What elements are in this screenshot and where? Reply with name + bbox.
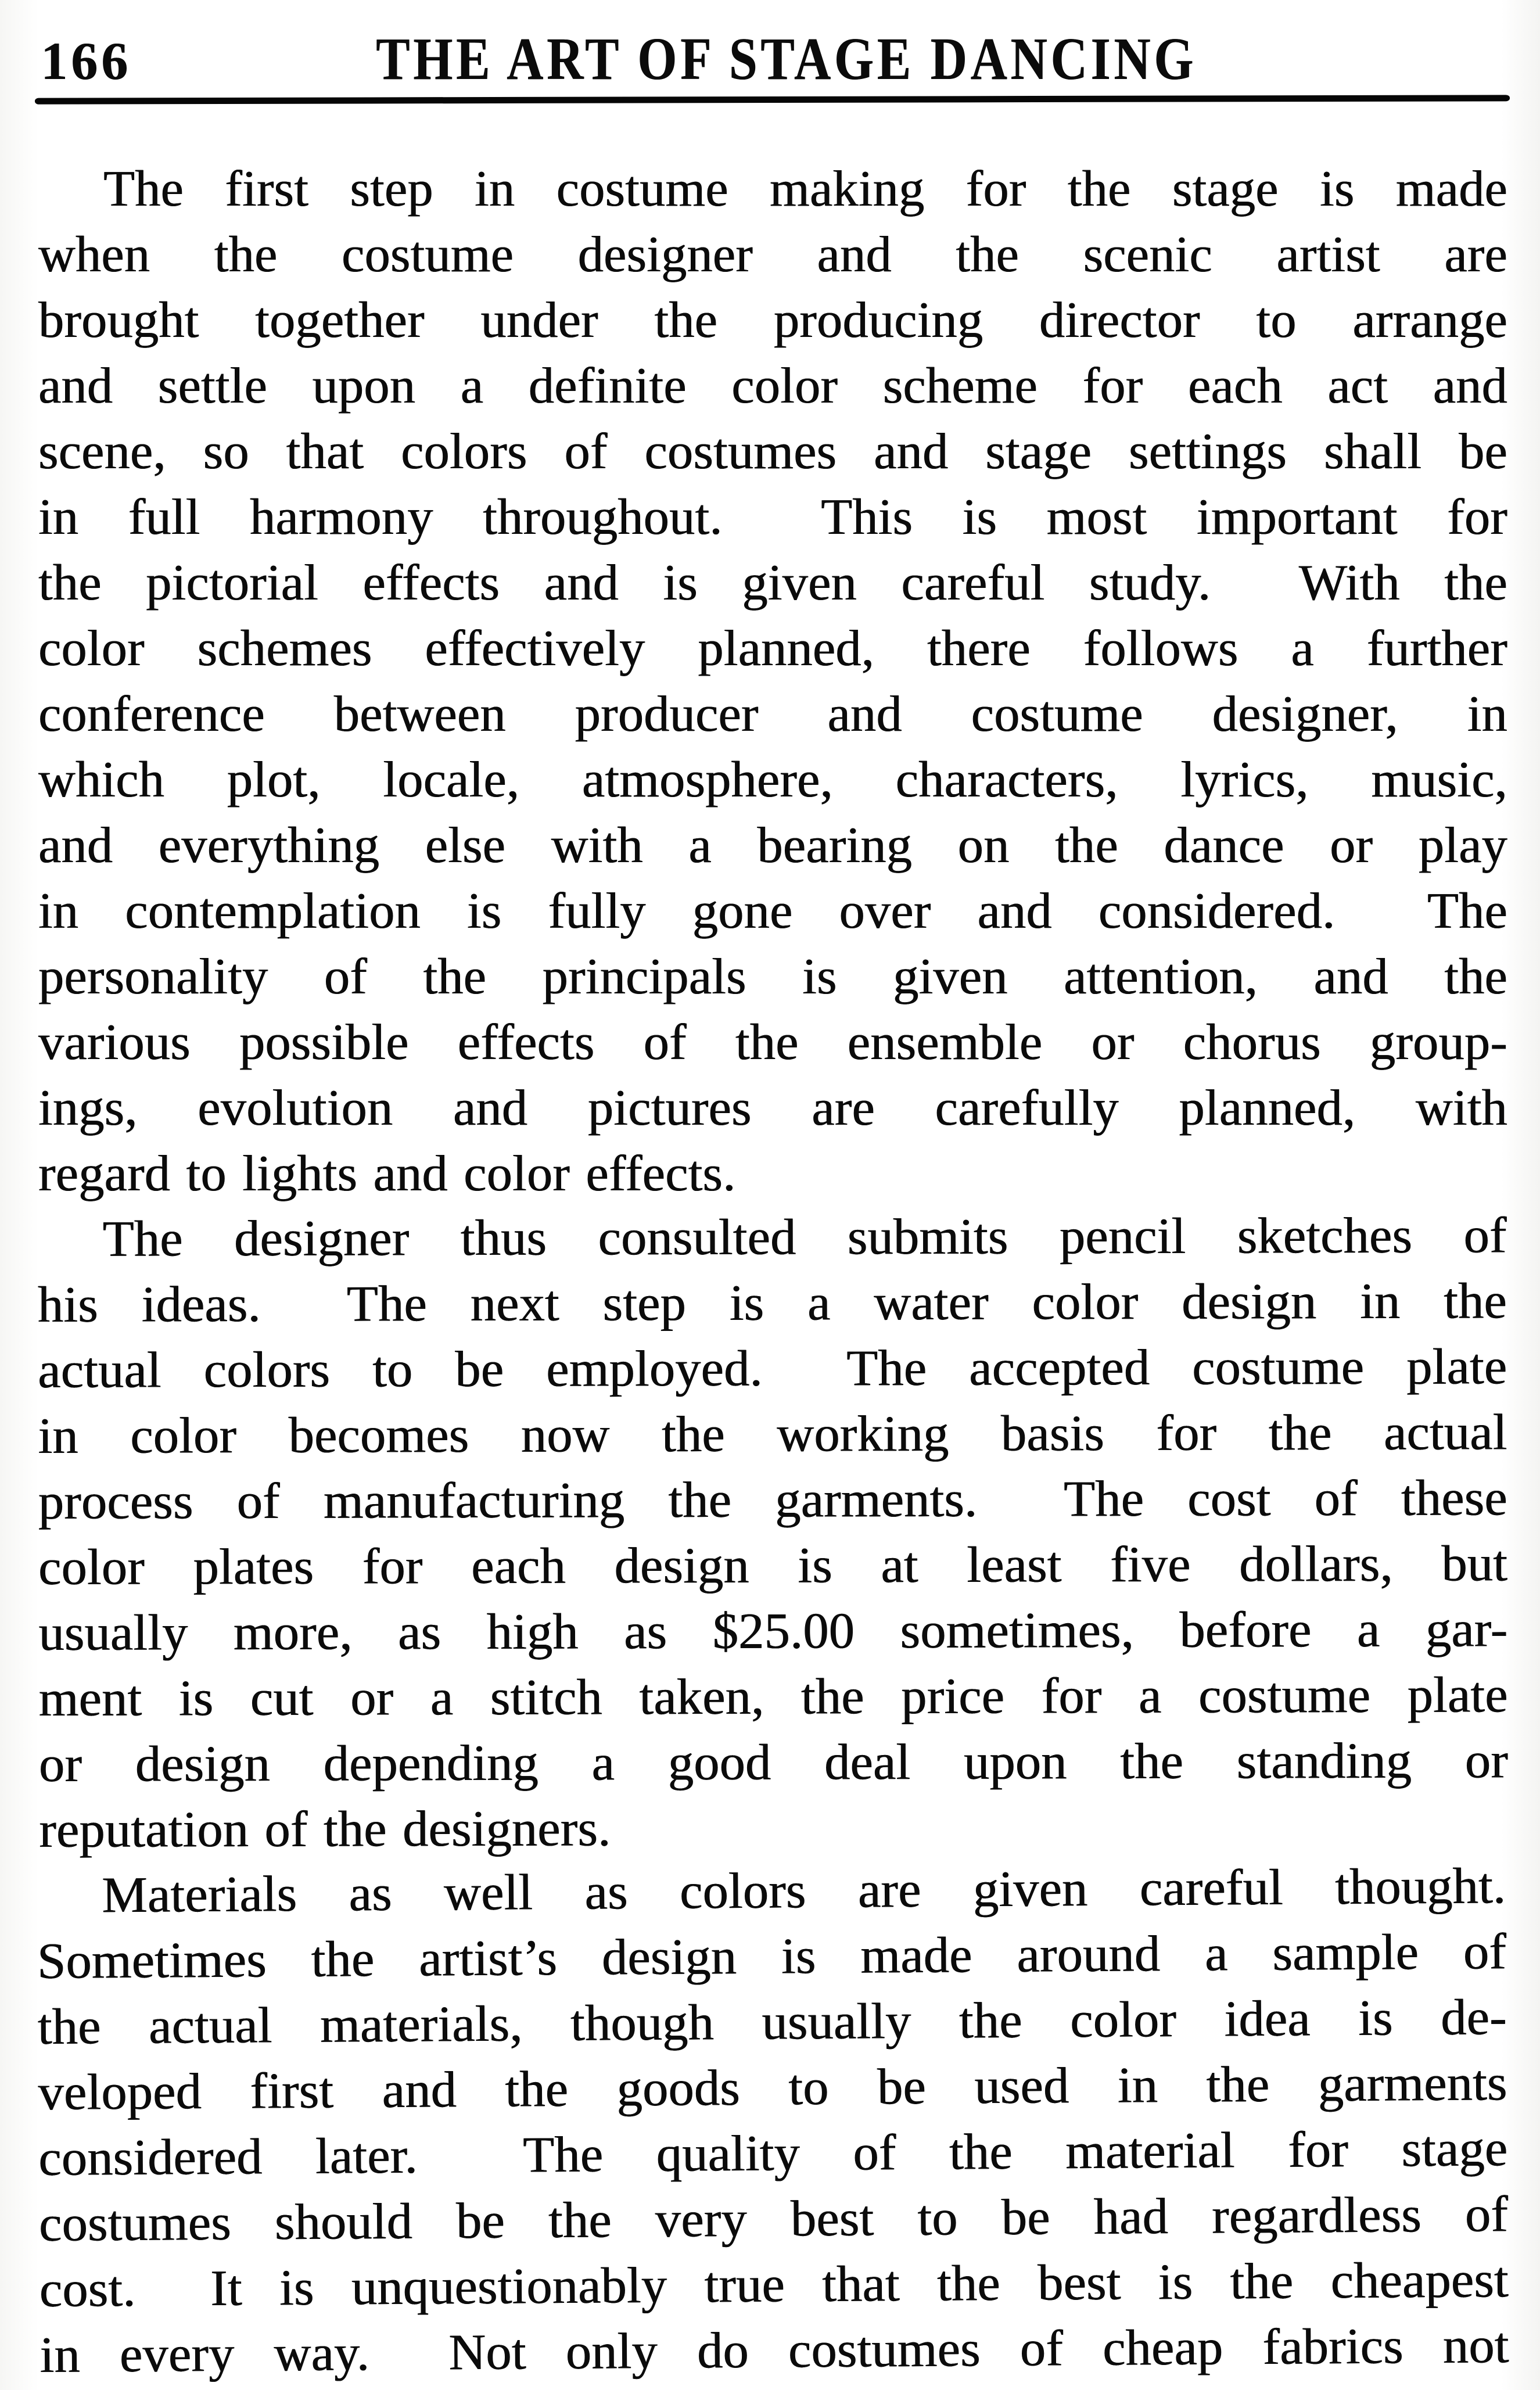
text-line: in full harmony throughout. This is most important for bbox=[38, 489, 1507, 546]
text-line: personality of the principals is given attention, and the bbox=[38, 949, 1507, 1005]
text-line: actual colors to be employed. The accepted costume plate bbox=[38, 1338, 1507, 1399]
text-line: The designer thus consulted submits pencil sketches of bbox=[102, 1207, 1507, 1268]
text-line: various possible effects of the ensemble or chorus group- bbox=[38, 1014, 1507, 1071]
text-line: his ideas. The next step is a water color design in the bbox=[37, 1273, 1507, 1334]
text-line: Sometimes the artist’s design is made around a sample of bbox=[37, 1924, 1507, 1990]
text-line: ment is cut or a stitch taken, the price for a costume plate bbox=[38, 1667, 1508, 1727]
text-line: ings, evolution and pictures are carefully planned, with bbox=[38, 1080, 1507, 1136]
text-line: brought together under the producing director to arrange bbox=[38, 292, 1507, 349]
text-line: which plot, locale, atmosphere, characters, lyrics, music, bbox=[38, 752, 1507, 808]
text-line: process of manufacturing the garments. The cost of these bbox=[38, 1470, 1507, 1530]
text-line: costumes should be the very best to be had regardless of bbox=[38, 2186, 1509, 2252]
running-title: THE ART OF STAGE DANCING bbox=[375, 26, 1197, 92]
paragraph-1 bbox=[38, 156, 1507, 1207]
text-line: and settle upon a definite color scheme for each act and bbox=[38, 358, 1507, 414]
page-number: 166 bbox=[41, 31, 131, 91]
text-line: cost. It is unquestionably true that the best is the cheapest bbox=[39, 2252, 1509, 2318]
text-line: or design depending a good deal upon the standing or bbox=[38, 1732, 1509, 1793]
text-line: the pictorial effects and is given careful study. With the bbox=[38, 555, 1507, 611]
text-line: in contemplation is fully gone over and considered. The bbox=[38, 883, 1507, 939]
text-line: Materials as well as colors are given careful thought. bbox=[102, 1858, 1506, 1924]
text-line: the actual materials, though usually the color idea is de- bbox=[37, 1989, 1507, 2056]
paragraph-2 bbox=[38, 1203, 1509, 1863]
text-line: color schemes effectively planned, there follows a further bbox=[38, 620, 1507, 677]
page-body bbox=[0, 103, 1540, 2388]
text-line: color plates for each design is at least five dollars, but bbox=[38, 1535, 1508, 1596]
text-line: conference between producer and costume designer, in bbox=[38, 686, 1507, 742]
text-line: in color becomes now the working basis for the actual bbox=[38, 1404, 1507, 1465]
running-header bbox=[0, 0, 1540, 92]
text-line: considered later. The quality of the material for stage bbox=[38, 2120, 1508, 2187]
paragraph-3 bbox=[37, 1853, 1509, 2388]
text-line: usually more, as high as $25.00 sometimes, before a gar- bbox=[38, 1601, 1508, 1661]
text-line: when the costume designer and the scenic artist are bbox=[38, 227, 1507, 283]
text-line: reputation of the designers. bbox=[39, 1800, 611, 1858]
text-line: and everything else with a bearing on the dance or play bbox=[38, 817, 1507, 874]
text-line: scene, so that colors of costumes and stage settings shall be bbox=[38, 424, 1507, 480]
text-line: veloped first and the goods to be used in the garments bbox=[38, 2055, 1507, 2122]
text-line: The first step in costume making for the stage is made bbox=[103, 161, 1507, 217]
text-line: in every way. Not only do costumes of cheap fabrics not bbox=[40, 2317, 1509, 2384]
text-line: regard to lights and color effects. bbox=[38, 1146, 736, 1202]
